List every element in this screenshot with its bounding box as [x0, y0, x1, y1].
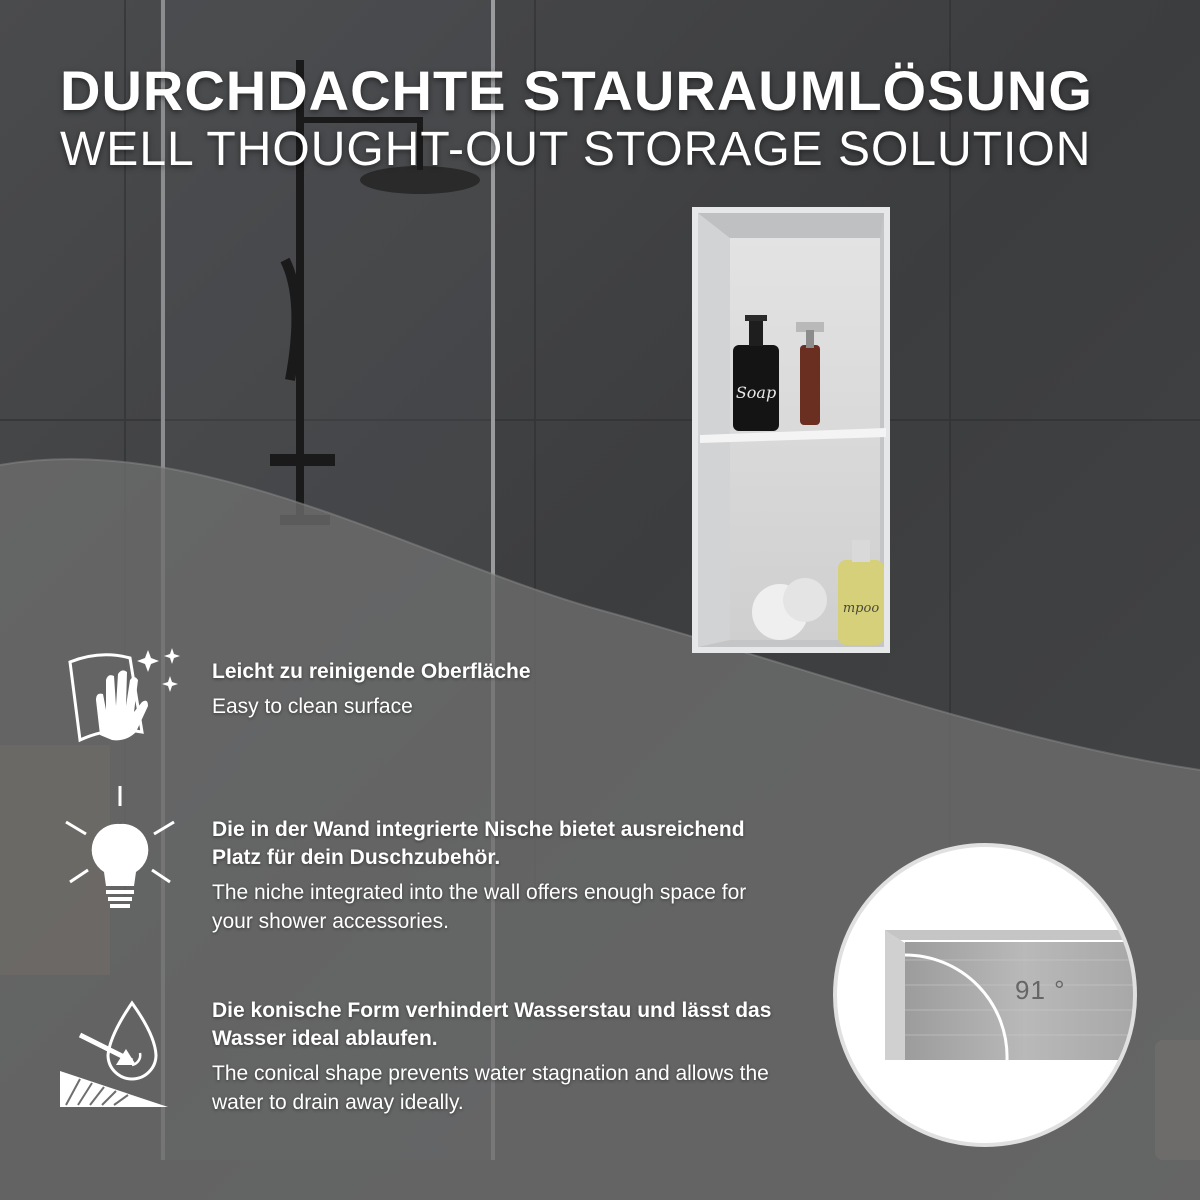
light-bulb-icon: [60, 786, 190, 921]
hand-cleaning-icon: [60, 640, 190, 750]
wall-niche: [692, 207, 890, 653]
svg-text:mpoo: mpoo: [842, 601, 880, 616]
svg-text:Soap: Soap: [735, 383, 777, 402]
angle-label: 91 °: [1015, 975, 1066, 1005]
feature-title-de: Die in der Wand integrierte Nische bietet ausreichend Platz für dein Duschzubehör.: [212, 818, 745, 869]
feature-title-en: The niche integrated into the wall offers enough space for your shower accessories.: [212, 881, 747, 933]
feature-title-en: The conical shape prevents water stagnation and allows the water to drain away ideally.: [212, 1062, 769, 1114]
water-drain-icon: [60, 995, 180, 1110]
feature-title-de: Leicht zu reinigende Oberfläche: [212, 660, 531, 683]
page-subtitle: WELL THOUGHT-OUT STORAGE SOLUTION: [60, 123, 1092, 176]
feature-title-de: Die konische Form verhindert Wasserstau und lässt das Wasser ideal ablaufen.: [212, 999, 772, 1050]
page-title: DURCHDACHTE STAURAUMLÖSUNG: [60, 59, 1093, 122]
feature-title-en: Easy to clean surface: [212, 695, 413, 718]
